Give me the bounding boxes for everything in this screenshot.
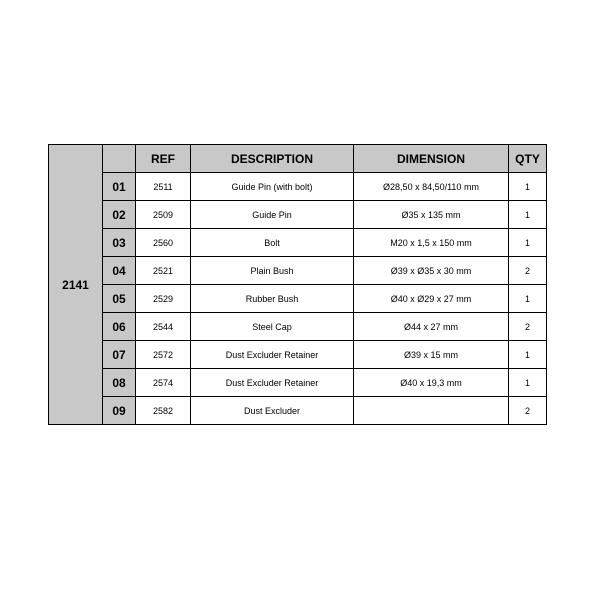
row-ref: 2509 — [136, 201, 191, 229]
table-row — [49, 397, 547, 425]
row-ref: 2572 — [136, 341, 191, 369]
header-description: DESCRIPTION — [191, 145, 354, 173]
table-row — [49, 341, 547, 369]
row-qty: 1 — [509, 341, 547, 369]
row-description: Dust Excluder Retainer — [191, 341, 354, 369]
header-ref: REF — [136, 145, 191, 173]
row-dimension: Ø35 x 135 mm — [354, 201, 509, 229]
row-qty: 1 — [509, 201, 547, 229]
parts-table — [48, 144, 547, 425]
row-number: 04 — [103, 257, 136, 285]
row-qty: 1 — [509, 369, 547, 397]
row-number: 07 — [103, 341, 136, 369]
row-ref: 2574 — [136, 369, 191, 397]
row-ref: 2560 — [136, 229, 191, 257]
row-qty: 1 — [509, 229, 547, 257]
header-num — [103, 145, 136, 173]
row-qty: 2 — [509, 313, 547, 341]
row-dimension: Ø44 x 27 mm — [354, 313, 509, 341]
row-number: 03 — [103, 229, 136, 257]
table-row — [49, 313, 547, 341]
row-qty: 1 — [509, 173, 547, 201]
row-dimension: M20 x 1,5 x 150 mm — [354, 229, 509, 257]
row-number: 02 — [103, 201, 136, 229]
row-dimension: Ø40 x Ø29 x 27 mm — [354, 285, 509, 313]
row-description: Rubber Bush — [191, 285, 354, 313]
row-description: Guide Pin — [191, 201, 354, 229]
row-number: 01 — [103, 173, 136, 201]
row-qty: 2 — [509, 257, 547, 285]
table-row — [49, 257, 547, 285]
row-ref: 2529 — [136, 285, 191, 313]
row-qty: 2 — [509, 397, 547, 425]
row-dimension: Ø28,50 x 84,50/110 mm — [354, 173, 509, 201]
row-description: Guide Pin (with bolt) — [191, 173, 354, 201]
row-description: Dust Excluder — [191, 397, 354, 425]
header-dimension: DIMENSION — [354, 145, 509, 173]
group-code: 2141 — [49, 145, 103, 425]
row-dimension: Ø40 x 19,3 mm — [354, 369, 509, 397]
table-row — [49, 173, 547, 201]
table-row — [49, 229, 547, 257]
row-number: 06 — [103, 313, 136, 341]
row-number: 05 — [103, 285, 136, 313]
row-description: Steel Cap — [191, 313, 354, 341]
row-ref: 2544 — [136, 313, 191, 341]
table-row — [49, 369, 547, 397]
table-row — [49, 201, 547, 229]
row-ref: 2511 — [136, 173, 191, 201]
table-row — [49, 285, 547, 313]
row-description: Dust Excluder Retainer — [191, 369, 354, 397]
row-ref: 2521 — [136, 257, 191, 285]
row-ref: 2582 — [136, 397, 191, 425]
row-number: 09 — [103, 397, 136, 425]
row-dimension — [354, 397, 509, 425]
row-description: Bolt — [191, 229, 354, 257]
row-dimension: Ø39 x 15 mm — [354, 341, 509, 369]
row-dimension: Ø39 x Ø35 x 30 mm — [354, 257, 509, 285]
parts-table-body — [49, 145, 547, 425]
header-row — [49, 145, 547, 173]
row-qty: 1 — [509, 285, 547, 313]
row-description: Plain Bush — [191, 257, 354, 285]
header-qty: QTY — [509, 145, 547, 173]
row-number: 08 — [103, 369, 136, 397]
